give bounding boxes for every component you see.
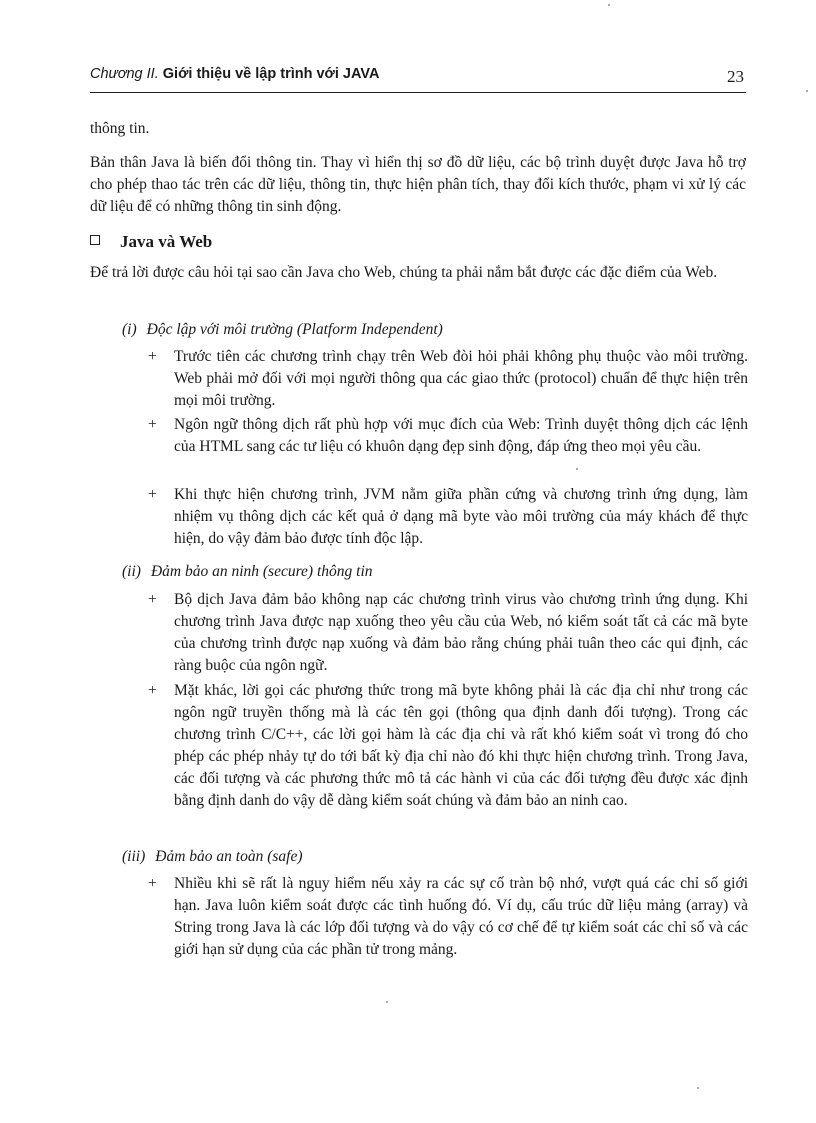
- chapter-heading: [90, 66, 379, 82]
- section-title: Java và Web: [120, 232, 213, 251]
- bullet-text: Trước tiên các chương trình chạy trên Web đòi hỏi phải không phụ thuộc vào môi trường. Web phải mở đối với mọi người thông qua các giao thức (protocol) chuẩn để thực hiện trên mọi môi trường.: [174, 348, 748, 409]
- section-heading: [90, 232, 212, 252]
- chapter-lead: Chương II.: [90, 66, 159, 82]
- scan-speck: [386, 1001, 388, 1003]
- section-intro: Để trả lời được câu hỏi tại sao cần Java cho Web, chúng ta phải nắm bắt được các đặc điểm của Web.: [90, 264, 718, 281]
- subsection-number: (iii): [122, 848, 146, 865]
- checkbox-bullet-icon: [90, 235, 100, 245]
- bullet-text: Nhiều khi sẽ rất là nguy hiểm nếu xảy ra các sự cố tràn bộ nhớ, vượt quá các chỉ số giới hạn. Java luôn kiểm soát được các tình huống đó. Ví dụ, cấu trúc dữ liệu mảng (array) và String trong Java là các lớp đối tượng và do vậy có cơ chế để tự kiểm soát các chỉ số và các giới hạn sử dụng của các phần tử trong mảng.: [174, 875, 748, 958]
- scan-speck: [608, 4, 610, 6]
- intro-line: thông tin.: [90, 120, 150, 137]
- subsection-heading-2: [122, 563, 373, 581]
- subsection-heading-3: [122, 848, 303, 866]
- scan-speck: [697, 1087, 699, 1089]
- subsection-number: (ii): [122, 563, 141, 580]
- intro-paragraph: Bản thân Java là biến đổi thông tin. Thay vì hiển thị sơ đồ dữ liệu, các bộ trình duyệt được Java hỗ trợ cho phép thao tác trên các dữ liệu, thông tin, thực hiện phân tích, thay đổi kích thước, phạm vi xử lý các dữ liệu để có những thông tin sinh động.: [90, 154, 746, 215]
- bullet-item: [148, 346, 748, 412]
- subsection-title: Đảm bảo an toàn (safe): [155, 848, 303, 865]
- subsection-title: Đảm bảo an ninh (secure) thông tin: [150, 563, 373, 580]
- bullet-item: [148, 873, 748, 961]
- bullet-text: Bộ dịch Java đảm bảo không nạp các chương trình virus vào chương trình ứng dụng. Khi chương trình Java được nạp xuống theo yêu cầu của Web, nó kiểm soát tất cả các mã byte của chương trình được nạp xuống và đảm bảo rằng chúng phải tuân theo các qui định, các ràng buộc của ngôn ngữ.: [174, 591, 748, 674]
- page-number: 23: [727, 67, 744, 86]
- running-header: [90, 66, 746, 93]
- subsection-heading-1: [122, 321, 443, 339]
- scan-speck: [576, 468, 578, 470]
- scan-speck: [806, 90, 808, 92]
- bullet-item: [148, 484, 748, 550]
- plus-icon: +: [148, 682, 157, 699]
- plus-icon: +: [148, 486, 157, 503]
- plus-icon: +: [148, 875, 157, 892]
- plus-icon: +: [148, 348, 157, 365]
- bullet-text: Khi thực hiện chương trình, JVM nằm giữa phần cứng và chương trình ứng dụng, làm nhiệm vụ thông dịch các kết quả ở dạng mã byte vào môi trường của máy khách để thực hiện, do vậy đảm bảo được tính độc lập.: [174, 486, 748, 547]
- chapter-title: Giới thiệu về lập trình với JAVA: [162, 66, 380, 82]
- plus-icon: +: [148, 591, 157, 608]
- bullet-text: Ngôn ngữ thông dịch rất phù hợp với mục đích của Web: Trình duyệt thông dịch các lệnh của HTML sang các tư liệu có khuôn dạng đẹp sinh động, đáp ứng theo mọi yêu cầu.: [174, 416, 748, 455]
- bullet-item: [148, 680, 748, 812]
- plus-icon: +: [148, 416, 157, 433]
- subsection-title: Độc lập với môi trường (Platform Independent): [146, 321, 443, 338]
- bullet-item: [148, 589, 748, 677]
- subsection-number: (i): [122, 321, 137, 338]
- bullet-item: [148, 414, 748, 458]
- bullet-text: Mặt khác, lời gọi các phương thức trong mã byte không phải là các địa chỉ như trong các ngôn ngữ truyền thống mà là các tên gọi (thông qua định danh đối tượng). Trong các chương trình C/C++, các lời gọi hàm là các địa chỉ và rất khó kiểm soát vì trong đó cho phép các phép nhảy tự do tới bất kỳ địa chỉ nào đó khi thực hiện chương trình. Trong Java, các đối tượng và các phương thức mô tả các hành vi của các đối tượng đều được xác định bằng định danh do vậy dễ dàng kiểm soát chúng và đảm bảo an ninh cao.: [174, 682, 748, 809]
